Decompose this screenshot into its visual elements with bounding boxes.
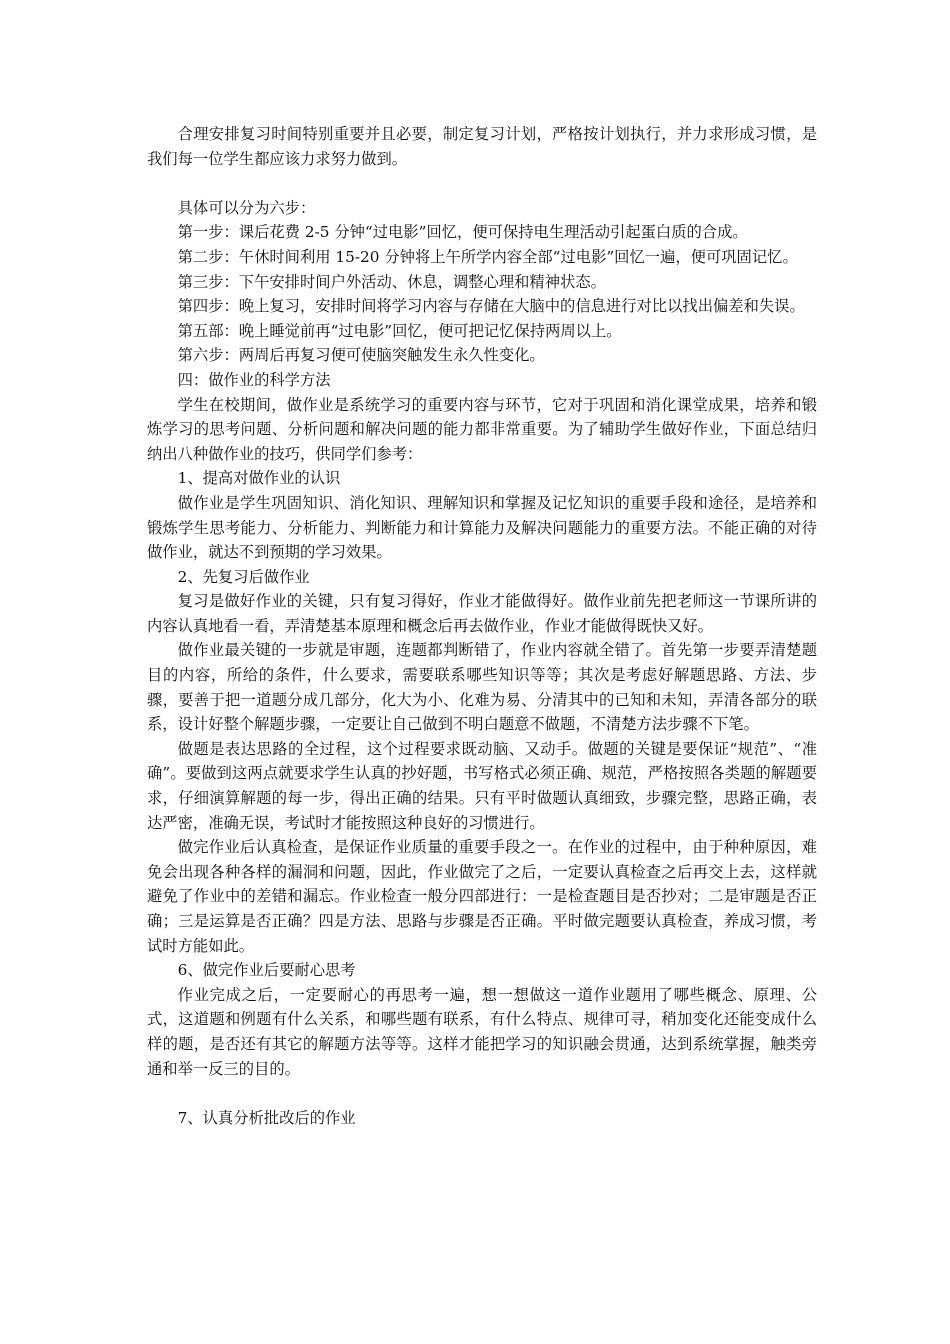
paragraph-2b: 做作业最关键的一步就是审题，连题都判断错了，作业内容就全错了。首先第一步要弄清楚题目的内容，所给的条件，什么要求，需要联系哪些知识等等；其次是考虑好解题思路、方法、步骤，要善于把一道题分成几部分，化大为小、化难为易、分清其中的已知和未知，弄清各部分的联系，设计好整个解题步骤，一定要让自己做到不明白题意不做题，不清楚方法步骤不下笔。 (147, 641, 817, 734)
paragraph-2a: 复习是做好作业的关键，只有复习得好，作业才能做得好。做作业前先把老师这一节课所讲的内容认真地看一看，弄清楚基本原理和概念后再去做作业，作业才能做得既快又好。 (147, 592, 817, 635)
subheading-1: 1、提高对做作业的认识 (177, 469, 341, 488)
paragraph-homework-intro: 学生在校期间，做作业是系统学习的重要内容与环节，它对于巩固和消化课堂成果，培养和锻炼学习的思考问题、分析问题和解决问题的能力都非常重要。为了辅助学生做好作业，下面总结归纳出八种做作业的技巧，供同学们参考： (147, 395, 817, 463)
paragraph-1: 做作业是学生巩固知识、消化知识、理解知识和掌握及记忆知识的重要手段和途径，是培养和锻炼学生思考能力、分析能力、判断能力和计算能力及解决问题能力的重要方法。不能正确的对待做作业，就达不到预期的学习效果。 (147, 493, 817, 562)
subheading-2: 2、先复习后做作业 (177, 567, 310, 586)
paragraph-step-1: 第一步：课后花费 2-5 分钟“过电影”回忆，便可保持电生理活动引起蛋白质的合成。 (177, 223, 748, 242)
paragraph-2d: 做完作业后认真检查，是保证作业质量的重要手段之一。在作业的过程中，由于种种原因，难免会出现各种各样的漏洞和问题，因此，作业做完了之后，一定要认真检查之后再交上去，这样就避免了作业中的差错和漏忘。作业检查一般分四部进行：一是检查题目是否抄对；二是审题是否正确；三是运算是否正确？四是方法、思路与步骤是否正确。平时做完题要认真检查，养成习惯，考试时方能如此。 (147, 838, 817, 955)
paragraph-6: 作业完成之后，一定要耐心的再思考一遍，想一想做这一道作业题用了哪些概念、原理、公式，这道题和例题有什么关系，和哪些题有联系，有什么特点、规律可寻，稍加变化还能变成什么样的题，是否还有其它的解题方法等等。这样才能把学习的知识融会贯通，达到系统掌握，触类旁通和举一反三的目的。 (147, 985, 817, 1078)
section-heading-homework: 四：做作业的科学方法 (177, 370, 331, 389)
paragraph-step-4: 第四步：晚上复习，安排时间将学习内容与存储在大脑中的信息进行对比以找出偏差和失误。 (177, 297, 805, 316)
blank-line (147, 171, 817, 196)
blank-line (147, 1081, 817, 1106)
paragraph-step-3: 第三步：下午安排时间户外活动、休息，调整心理和精神状态。 (177, 272, 606, 291)
document-body (147, 122, 817, 1130)
subheading-6: 6、做完作业后要耐心思考 (177, 961, 356, 980)
paragraph-six-steps-heading: 具体可以分为六步： (177, 198, 316, 217)
subheading-7: 7、认真分析批改后的作业 (177, 1108, 356, 1127)
paragraph-2c: 做题是表达思路的全过程，这个过程要求既动脑、又动手。做题的关键是要保证“规范”、“准确”。要做到这两点就要求学生认真的抄好题，书写格式必须正确、规范，严格按照各类题的解题要求，仔细演算解题的每一步，得出正确的结果。只有平时做题认真细致，步骤完整，思路正确，表达严密，准确无误，考试时才能按照这种良好的习惯进行。 (147, 739, 817, 832)
paragraph-step-2: 第二步：午休时间利用 15-20 分钟将上午所学内容全部“过电影”回忆一遍，便可巩固记忆。 (177, 247, 798, 266)
paragraph-step-5: 第五部：晚上睡觉前再“过电影”回忆，便可把记忆保持两周以上。 (177, 321, 622, 340)
paragraph-intro: 合理安排复习时间特别重要并且必要，制定复习计划，严格按计划执行，并力求形成习惯，是我们每一位学生都应该力求努力做到。 (147, 125, 817, 168)
paragraph-step-6: 第六步：两周后再复习便可使脑突触发生永久性变化。 (177, 346, 545, 365)
